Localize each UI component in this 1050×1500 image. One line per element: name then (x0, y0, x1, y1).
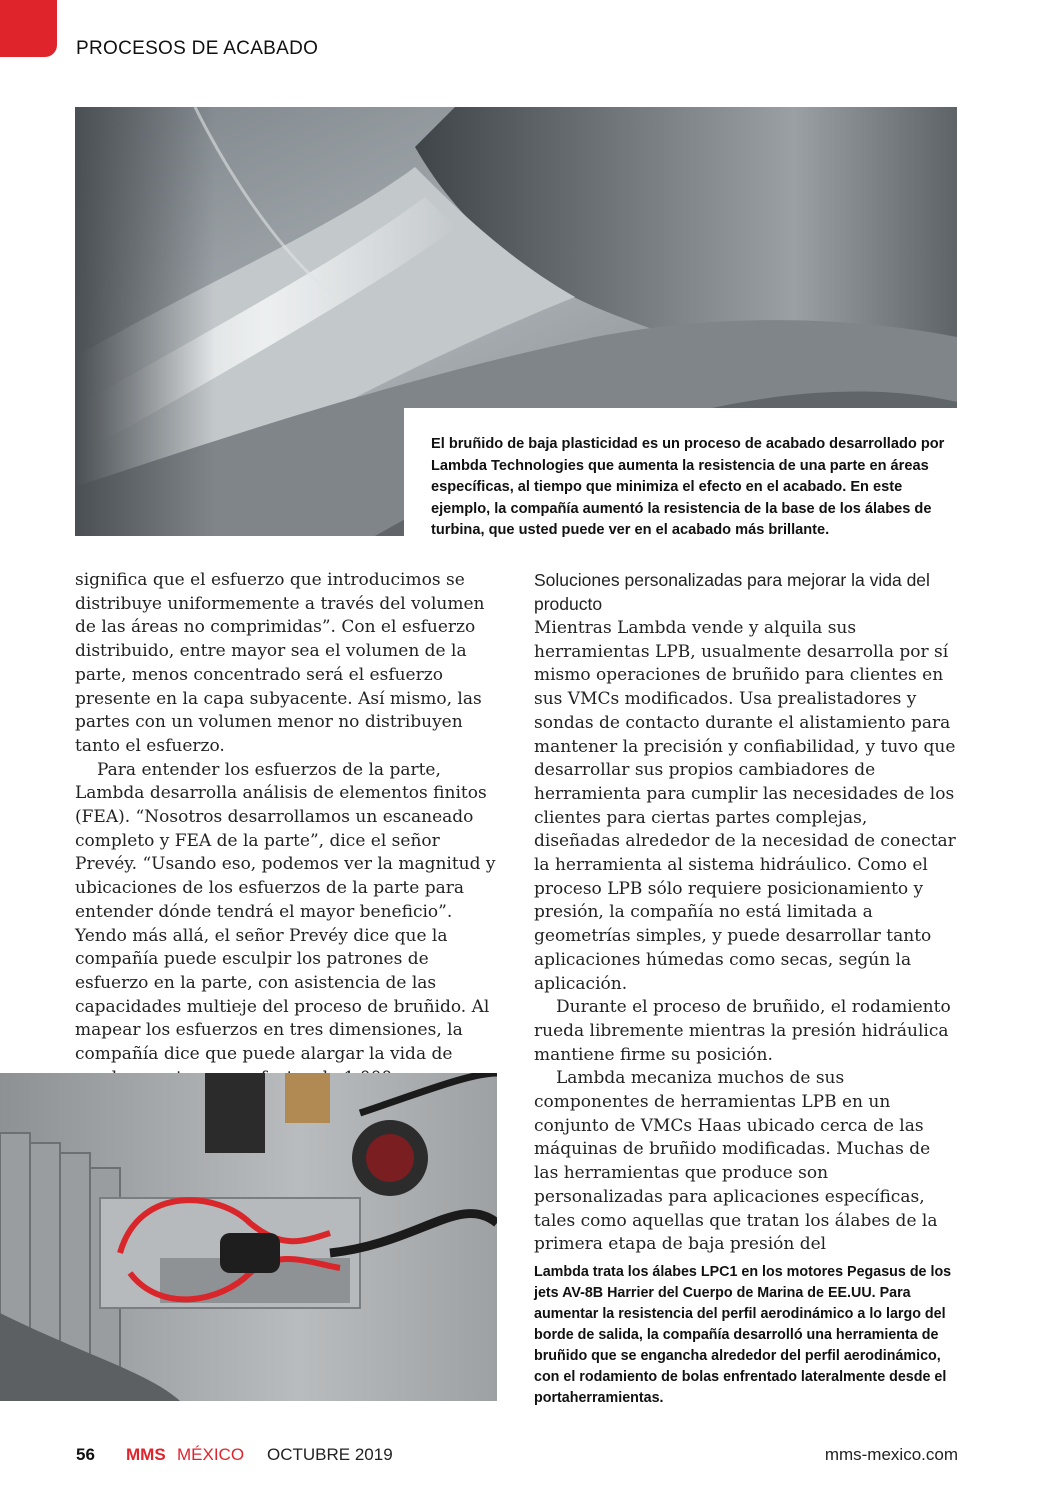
article-left-column (75, 569, 503, 1090)
page-footer (76, 1445, 958, 1471)
paragraph: Para entender los esfuerzos de la parte, Lambda desarrolla análisis de elementos finitos (FEA). “Nosotros desarrollamos un escaneado completo y FEA de la parte”, dice el señor Prevéy. “Usando eso, podemos ver la magnitud y ubicaciones de los esfuerzos de la parte para entender dónde tendrá el mayor beneficio”. Yendo más allá, el señor Prevéy dice que la compañía puede esculpir los patrones de esfuerzo en la parte, con asistencia de las capacidades multieje del proceso de bruñido. Al mapear los esfuerzos en tres dimensiones, la compañía dice que puede alargar la vida de (75, 759, 496, 1065)
bottom-photo-caption: Lambda trata los álabes LPC1 en los motores Pegasus de los jets AV-8B Harrier del Cuerpo de Marina de EE.UU. Para aumentar la resistencia del perfil aerodinámico a lo largo del borde de salida, la compañía desarrolló una herramienta de bruñido que se engancha alrededor del perfil aerodinámico, con el rodamiento de bolas enfrentado lateralmente desde el portaherramientas. (534, 1264, 952, 1406)
website-link[interactable]: mms-mexico.com (824, 1445, 958, 1464)
top-photo-caption: El bruñido de baja plasticidad es un proceso de acabado desarrollado por Lambda Technologies que aumenta la resistencia de una parte en áreas específicas, al tiempo que minimiza el efecto en el acabado. En este ejemplo, la compañía aumentó la resistencia de la base de los álabes de turbina, que usted puede ver en el acabado más brillante. (404, 408, 957, 536)
brand-logo: MMS (126, 1445, 166, 1464)
paragraph: significa que el esfuerzo que introducimos se distribuye uniformemente a través del volumen de las áreas no comprimidas”. Con el esfuerzo distribuido, entre mayor sea el volumen de la parte, menos concentrado será el esfuerzo presente en la capa subyacente. Así mismo, las partes con un volumen menor no distribuyen tanto el esfuerzo. (75, 570, 485, 756)
paragraph: Lambda mecaniza muchos de sus componentes de herramientas LPB en un conjunto de VMCs Haas ubicado cerca de las máquinas de bruñido modificadas. Muchas de las herramientas que produce son personalizadas para aplicaciones específicas, tales como aquellas que tratan los álabes de la primera etapa de baja presión del (534, 1068, 938, 1255)
section-subheading: Soluciones personalizadas para mejorar la vida del producto (534, 570, 930, 614)
burnishing-tool-photo (0, 1073, 497, 1401)
brand-edition: MÉXICO (177, 1445, 245, 1464)
page-number: 56 (76, 1445, 95, 1464)
article-right-column (534, 569, 956, 1257)
paragraph: Durante el proceso de bruñido, el rodamiento rueda libremente mientras la presión hidráulica mantiene firme su posición. (534, 997, 951, 1065)
red-corner-tab (0, 0, 57, 57)
issue-date: OCTUBRE 2019 (267, 1445, 393, 1464)
section-label: PROCESOS DE ACABADO (76, 38, 319, 59)
paragraph: Mientras Lambda vende y alquila sus herramientas LPB, usualmente desarrolla por sí mismo operaciones de bruñido para clientes en sus VMCs modificados. Usa prealistadores y sondas de contacto durante el alistamiento para mantener la precisión y confiabilidad, y tuvo que desarrollar sus propios cambiadores de herramienta para cumplir las necesidades de los clientes para ciertas partes complejas, diseñadas alrededor de la necesidad de conectar la herramienta al sistema hidráulico. Como el proceso LPB sólo requiere posicionamiento y presión, la compañía no está limitada a geometrías simples, y puede desarrollar tanto aplicaciones húmedas como secas, según la aplicación. (534, 618, 956, 994)
